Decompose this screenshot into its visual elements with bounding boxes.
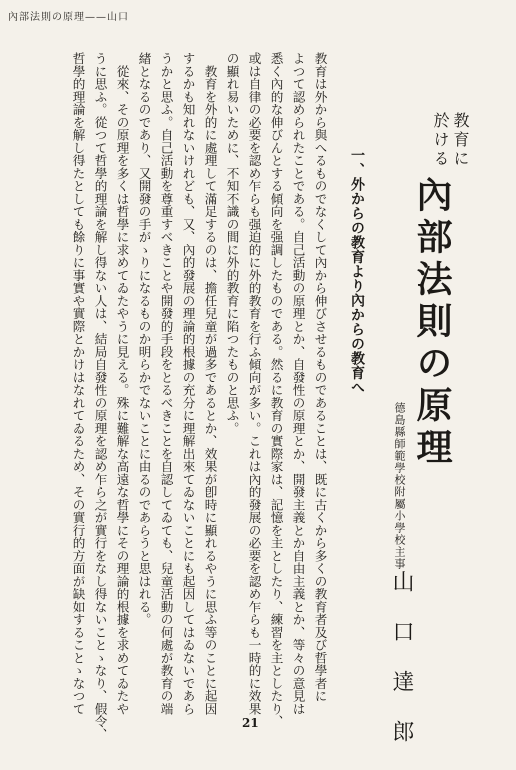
body-column: 哲學的理論を解し得たとしても餘りに事實や實際とかけはなれてゐるため、その實行的方面が缺如することゝなつて — [70, 52, 86, 715]
section-heading: 一、外からの教育より內からの教育へ — [349, 148, 365, 395]
author-name: 山口達郎 — [389, 570, 414, 770]
title-prefix-line-2: 於ける — [431, 112, 450, 169]
article-title: 內部法則の原理 — [411, 176, 453, 470]
body-column: 或は自律の必要を認め乍らも强迫的に外的教育を行ふ傾向が多い。これは內的發展の必要を認め乍らも一時的に效果 — [246, 52, 262, 715]
body-column: するかも知れないけれども、又、內的發展の理論的根據の充分に理解出來てゐないことにも起因してはゐないであら — [180, 52, 196, 715]
body-column: 教育を外的に處理して滿足するのは、擔任兒童が過多であるとか、效果が卽時に顯れるやうに思ふ等のことに起因 — [202, 52, 218, 715]
author-affiliation: 德島縣師範學校附屬小學校主事 — [393, 402, 406, 570]
body-column: うに思ふ。從つて哲學的理論を解し得ない人は、結局自發性の原理を認め乍ら之が實行をなし得ないことゝなり、假令、 — [92, 52, 108, 741]
body-column: 從來、その原理を多くは哲學に求めてゐたやうに見える。殊に難解な高遠な哲學にその理論的根據を求めてゐたや — [114, 52, 130, 715]
body-column: 緖となるのであり、又開發の手がゝりになるものか明らかでないことに由るのであらうと思はれる。 — [136, 52, 152, 626]
running-head: 內部法則の原理——山口 — [8, 12, 129, 23]
body-column: の顯れ易いために、不知不識の間に外的教育に陷つたものと思ふ。 — [224, 52, 240, 435]
page-number: 21 — [242, 716, 259, 730]
body-column: よつて認められたことである。自己活動の原理とか、自發性の原理とか、開發主義とか自由主義とか、等々の意見は — [290, 52, 306, 715]
title-prefix-line-1: 教育に — [451, 112, 470, 169]
body-column: 教育は外から與へるものでなくして內から伸びさせるものであることは、既に古くから多くの教育者及び哲學者に — [312, 52, 328, 703]
body-column: 悉く內的な伸びんとする傾向を强調したものである。然るに教育の實際家は、記憶を主としたり、練習を主としたり、 — [268, 52, 284, 728]
body-column: うかと思ふ。自己活動を尊重すべきことや開發的手段をとるべきことを自認してゐても、兒童活動の何處が教育の端 — [158, 52, 174, 715]
